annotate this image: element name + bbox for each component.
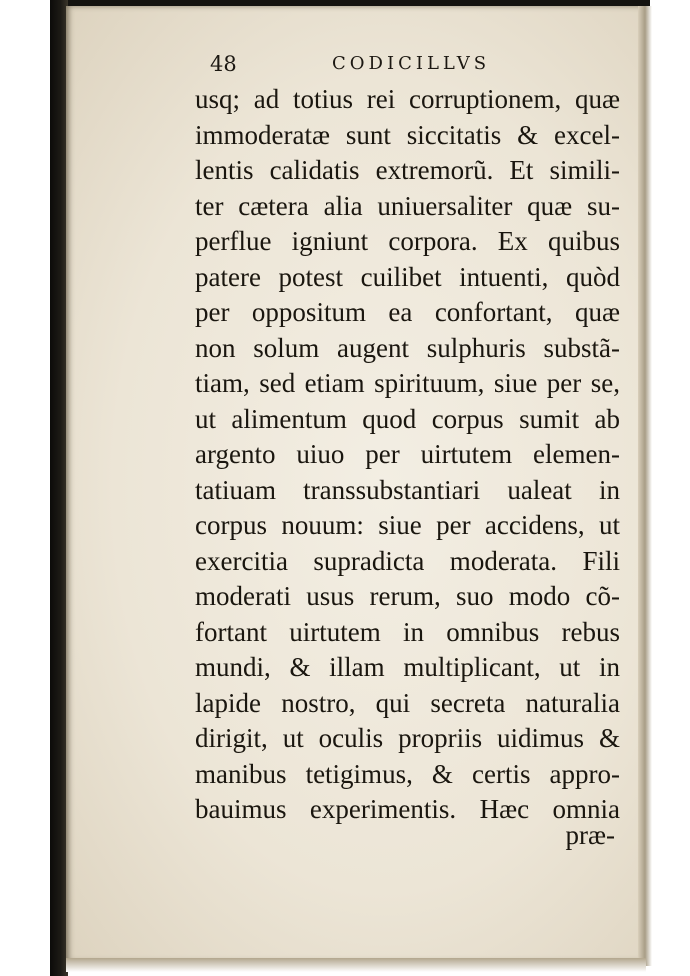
running-head: CODICILLVS [332,53,491,74]
body-text [195,82,620,828]
text-line: perflue igniunt corpora. Ex quibus [195,226,620,256]
text-line: mundi, & illam multiplicant, ut in [195,652,620,682]
text-line: ter cætera alia uniuersaliter quæ su- [195,190,620,221]
text-line: non solum augent sulphuris substã- [195,332,620,363]
text-line: argento uiuo per uirtutem elemen- [195,439,620,469]
page-number: 48 [210,52,237,76]
text-line: manibus tetigimus, & certis appro- [195,758,620,789]
text-line: patere potest cuilibet intuenti, quòd [195,261,620,292]
text-line: tatiuam transsubstantiari ualeat in [195,474,620,505]
text-line: usq; ad totius rei corruptionem, quæ [195,84,620,114]
text-line: tiam, sed etiam spirituum, siue per se, [195,368,620,398]
page-fore-edge [638,6,652,966]
catchword: præ- [565,820,615,850]
text-line: exercitia supradicta moderata. Fili [195,545,620,576]
page-bottom-edge [66,958,646,972]
text-line: moderati usus rerum, suo modo cõ- [195,581,620,611]
text-line: ut alimentum quod corpus sumit ab [195,403,620,434]
page-header [196,52,616,82]
text-line: immoderatæ sunt siccitatis & excel- [195,119,620,150]
text-line: per oppositum ea confortant, quæ [195,297,620,327]
text-line: bauimus experimentis. Hæc omnia [195,794,620,824]
text-line: lentis calidatis extremorũ. Et simili- [195,155,620,185]
text-line: lapide nostro, qui secreta naturalia [195,687,620,718]
text-line: fortant uirtutem in omnibus rebus [195,616,620,647]
text-line: dirigit, ut oculis propriis uidimus & [195,723,620,753]
text-line: corpus nouum: siue per accidens, ut [195,510,620,540]
